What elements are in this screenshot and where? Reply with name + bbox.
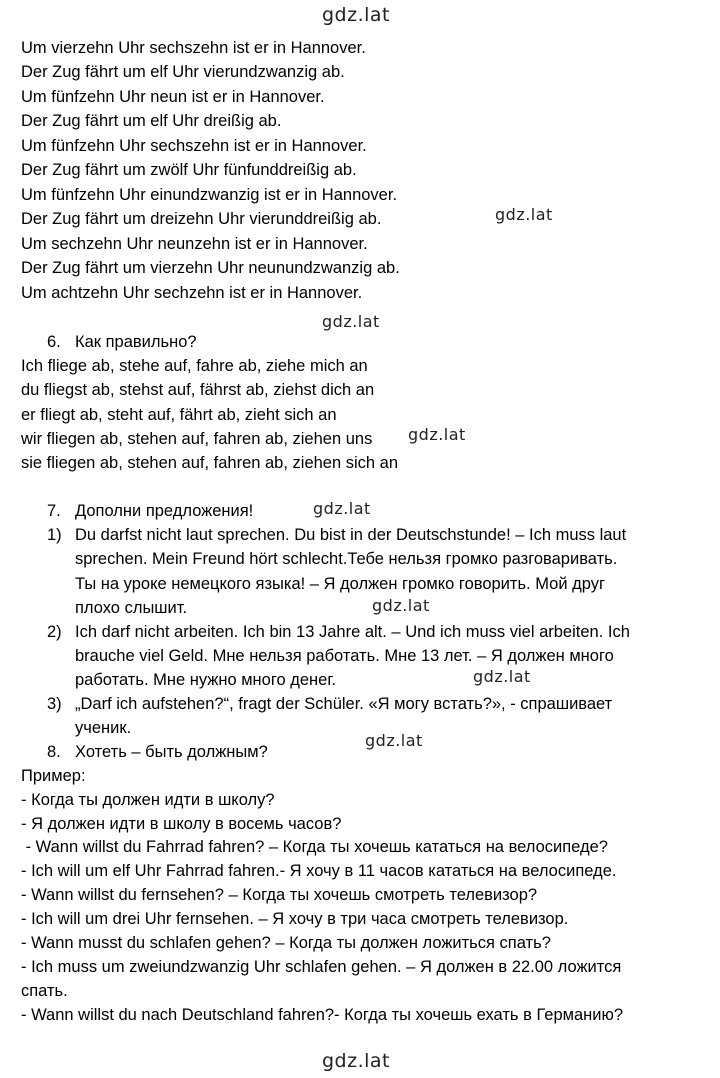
watermark: gdz.lat — [473, 667, 531, 686]
item-text: плохо слышит. — [75, 599, 188, 617]
sentence-line: Um fünfzehn Uhr sechszehn ist er in Hannover. — [21, 137, 367, 155]
watermark: gdz.lat — [495, 205, 553, 224]
item-1 — [47, 523, 626, 547]
item-text: Ich darf nicht arbeiten. Ich bin 13 Jahre alt. – Und ich muss viel arbeiten. Ich — [75, 623, 630, 641]
item-number: 2) — [47, 623, 62, 641]
sentence-line: Um fünfzehn Uhr einundzwanzig ist er in Hannover. — [21, 186, 398, 204]
watermark: gdz.lat — [322, 312, 380, 331]
task-7-heading — [47, 499, 253, 523]
item-number: 1) — [47, 526, 62, 544]
item-3 — [47, 692, 612, 716]
sentence-line: Um sechzehn Uhr neunzehn ist er in Hannover. — [21, 235, 368, 253]
item-2 — [47, 620, 630, 644]
watermark: gdz.lat — [313, 499, 371, 518]
sentence-line: Um vierzehn Uhr sechszehn ist er in Hannover. — [21, 39, 366, 57]
task-title: Хотеть – быть должным? — [75, 743, 268, 761]
task-number: 7. — [47, 502, 61, 520]
watermark-bottom: gdz.lat — [322, 1050, 391, 1072]
task-number: 8. — [47, 743, 61, 761]
item-text: ученик. — [75, 719, 132, 737]
task-title: Как правильно? — [75, 333, 197, 351]
dialog-line: - Wann willst du Fahrrad fahren? – Когда ты хочешь кататься на велосипеде? — [21, 838, 608, 856]
sentence-line: Der Zug fährt um elf Uhr vierundzwanzig ab. — [21, 63, 345, 81]
item-text: „Darf ich aufstehen?“, fragt der Schüler. «Я могу встать?», - спрашивает — [75, 695, 613, 713]
sentence-line: Um achtzehn Uhr sechzehn ist er in Hannover. — [21, 284, 363, 302]
dialog-line: - Ich will um elf Uhr Fahrrad fahren.- Я хочу в 11 часов кататься на велосипеде. — [21, 862, 617, 880]
conjugation-line: wir fliegen ab, stehen auf, fahren ab, ziehen uns — [21, 430, 373, 448]
task-number: 6. — [47, 333, 61, 351]
item-number: 3) — [47, 695, 62, 713]
sentence-line: Der Zug fährt um zwölf Uhr fünfunddreißig ab. — [21, 161, 357, 179]
sentence-line: Der Zug fährt um dreizehn Uhr vierunddreißig ab. — [21, 210, 382, 228]
dialog-line: - Ich will um drei Uhr fernsehen. – Я хочу в три часа смотреть телевизор. — [21, 910, 569, 928]
dialog-line: - Wann willst du nach Deutschland fahren?- Когда ты хочешь ехать в Германию? — [21, 1006, 624, 1024]
dialog-line: спать. — [21, 982, 68, 1000]
dialog-line: - Wann willst du fernsehen? – Когда ты хочешь смотреть телевизор? — [21, 886, 538, 904]
conjugation-line: du fliegst ab, stehst auf, fährst ab, ziehst dich an — [21, 381, 375, 399]
task-6-heading — [47, 330, 197, 354]
item-text: Du darfst nicht laut sprechen. Du bist in der Deutschstunde! – Ich muss laut — [75, 526, 627, 544]
conjugation-line: sie fliegen ab, stehen auf, fahren ab, ziehen sich an — [21, 454, 399, 472]
dialog-line: - Когда ты должен идти в школу? — [21, 791, 275, 809]
example-label: Пример: — [21, 767, 86, 785]
sentence-line: Um fünfzehn Uhr neun ist er in Hannover. — [21, 88, 325, 106]
sentence-line: Der Zug fährt um elf Uhr dreißig ab. — [21, 112, 282, 130]
watermark-top: gdz.lat — [322, 4, 391, 26]
watermark: gdz.lat — [365, 731, 423, 750]
watermark: gdz.lat — [372, 596, 430, 615]
dialog-line: - Wann musst du schlafen gehen? – Когда ты должен ложиться спать? — [21, 934, 551, 952]
task-8-heading — [47, 740, 268, 764]
watermark: gdz.lat — [408, 425, 466, 444]
item-text: работать. Мне нужно много денег. — [75, 671, 336, 689]
conjugation-line: er fliegt ab, steht auf, fährt ab, zieht sich an — [21, 406, 337, 424]
sentence-line: Der Zug fährt um vierzehn Uhr neunundzwanzig ab. — [21, 259, 400, 277]
item-text: brauche viel Geld. Мне нельзя работать. Мне 13 лет. – Я должен много — [75, 647, 614, 665]
item-text: sprechen. Mein Freund hört schlecht.Тебе нельзя громко разговаривать. — [75, 550, 618, 568]
dialog-line: - Я должен идти в школу в восемь часов? — [21, 815, 342, 833]
conjugation-line: Ich fliege ab, stehe auf, fahre ab, ziehe mich an — [21, 357, 368, 375]
item-text: Ты на уроке немецкого языка! – Я должен громко говорить. Мой друг — [75, 575, 606, 593]
dialog-line: - Ich muss um zweiundzwanzig Uhr schlafen gehen. – Я должен в 22.00 ложится — [21, 958, 622, 976]
task-title: Дополни предложения! — [75, 502, 254, 520]
